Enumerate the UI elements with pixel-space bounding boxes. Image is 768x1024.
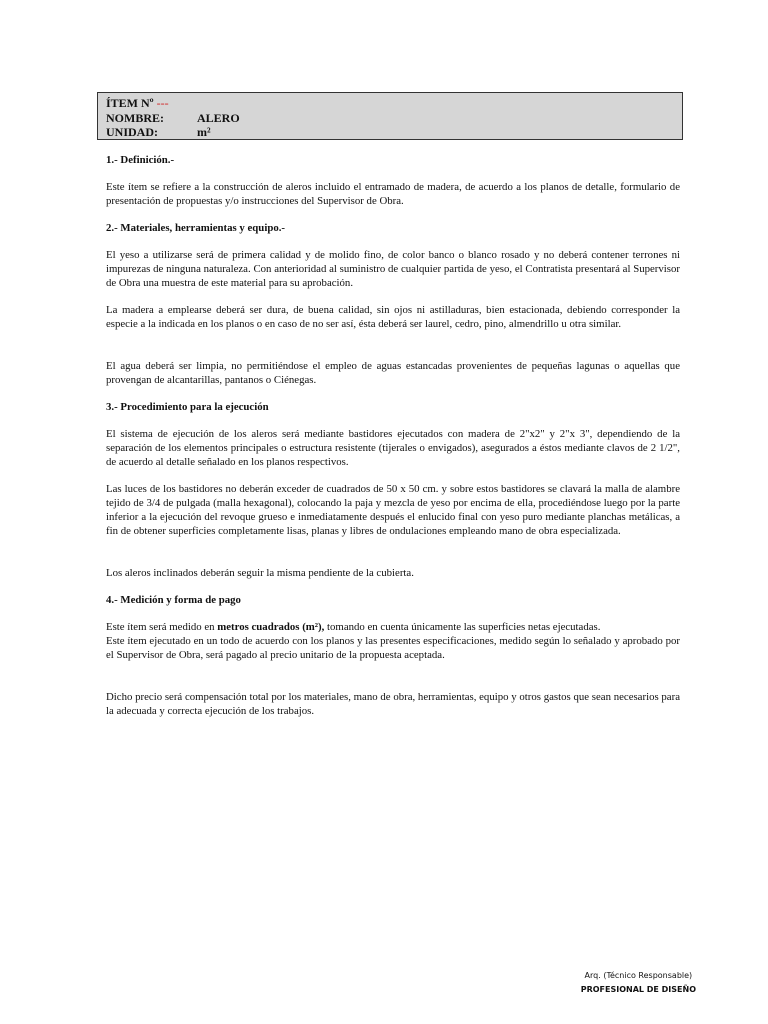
section-materials-title: 2.- Materiales, herramientas y equipo.- xyxy=(106,222,286,234)
payment-paragraph-medicion xyxy=(106,620,680,634)
signature-footer xyxy=(581,969,696,997)
item-name-row xyxy=(106,111,682,126)
section-payment-title: 4.- Medición y forma de pago xyxy=(106,594,241,606)
section-definition-title: 1.- Definición.- xyxy=(106,154,175,166)
materials-paragraph-yeso: El yeso a utilizarse será de primera calidad y de molido fino, de color banco o blanco rosado y no deberá contener terrones ni impurezas de ninguna naturaleza. Con anterioridad al suministro de cualquier partida de yeso, el Contratista presentará al Supervisor de Obra una muestra de este material para su aprobación. xyxy=(106,249,680,289)
payment-medicion-text-c: tomando en cuenta únicamente las superficies netas ejecutadas. xyxy=(324,621,601,633)
item-name-label: NOMBRE: xyxy=(106,110,164,125)
procedure-paragraph-inclinados: Los aleros inclinados deberán seguir la misma pendiente de la cubierta. xyxy=(106,567,414,579)
item-unit-label: UNIDAD: xyxy=(106,125,158,139)
payment-paragraph-precio: Dicho precio será compensación total por los materiales, mano de obra, herramientas, equipo y otros gastos que sean necesarios para la adecuada y correcta ejecución de los trabajos. xyxy=(106,691,680,717)
item-unit-row xyxy=(106,125,682,140)
procedure-paragraph-luces: Las luces de los bastidores no deberán exceder de cuadrados de 50 x 50 cm. y sobre estos bastidores se clavará la malla de alambre tejido de 3/4 de pulgada (malla hexagonal), colocando la paja y mezcla de yeso por encima de ella, procediéndose luego por la parte inferior a la ejecución del revoque grueso e inmediatamente después el enlucido final con yeso puro mediante planchas metálicas, a fin de obtener superficies completamente lisas, planas y libres de ondulaciones empleando mano de obra especializada. xyxy=(106,483,680,537)
item-header-box xyxy=(97,92,683,140)
item-number-label: ÍTEM Nº xyxy=(106,96,154,110)
footer-role-line: PROFESIONAL DE DISEÑO xyxy=(580,985,696,994)
procedure-paragraph-sistema: El sistema de ejecución de los aleros será mediante bastidores ejecutados con madera de 2"x2" y 2"x 3", dependiendo de la separación de los elementos principales o estructura resistente (tijerales o envigados), asegurados a éstos mediante clavos de 2 1/2", de acuerdo al detalle señalado en los planos respectivos. xyxy=(106,428,680,468)
materials-paragraph-agua: El agua deberá ser limpia, no permitiéndose el empleo de aguas estancadas provenientes de pequeñas lagunas o aquellas que provengan de alcantarillas, pantanos o Ciénegas. xyxy=(106,360,680,386)
definition-paragraph: Este ítem se refiere a la construcción de aleros incluido el entramado de madera, de acuerdo a los planos de detalle, formulario de presentación de propuestas y/o instrucciones del Supervisor de Obra. xyxy=(106,181,680,207)
footer-architect-line: Arq. (Técnico Responsable) xyxy=(584,971,693,980)
document-body xyxy=(106,153,680,718)
payment-medicion-text-a: Este ítem será medido en xyxy=(106,621,218,633)
item-number-value: --- xyxy=(156,96,169,110)
materials-paragraph-madera: La madera a emplearse deberá ser dura, de buena calidad, sin ojos ni astilladuras, bien estacionada, debiendo corresponder la especie a la indicada en los planos o en caso de no ser así, ésta deberá ser laurel, cedro, pino, almendrillo u otra similar. xyxy=(106,304,680,330)
payment-paragraph-ejecutado: Este ítem ejecutado en un todo de acuerdo con los planos y las presentes especificaciones, medido según lo señalado y aprobado por el Supervisor de Obra, será pagado al precio unitario de la propuesta aceptada. xyxy=(106,635,680,661)
item-unit-value: m² xyxy=(197,125,211,139)
item-number-row xyxy=(106,96,682,111)
item-name-value: ALERO xyxy=(197,110,240,125)
section-procedure-title: 3.- Procedimiento para la ejecución xyxy=(106,401,269,413)
payment-medicion-unit: metros cuadrados (m²), xyxy=(217,621,325,633)
